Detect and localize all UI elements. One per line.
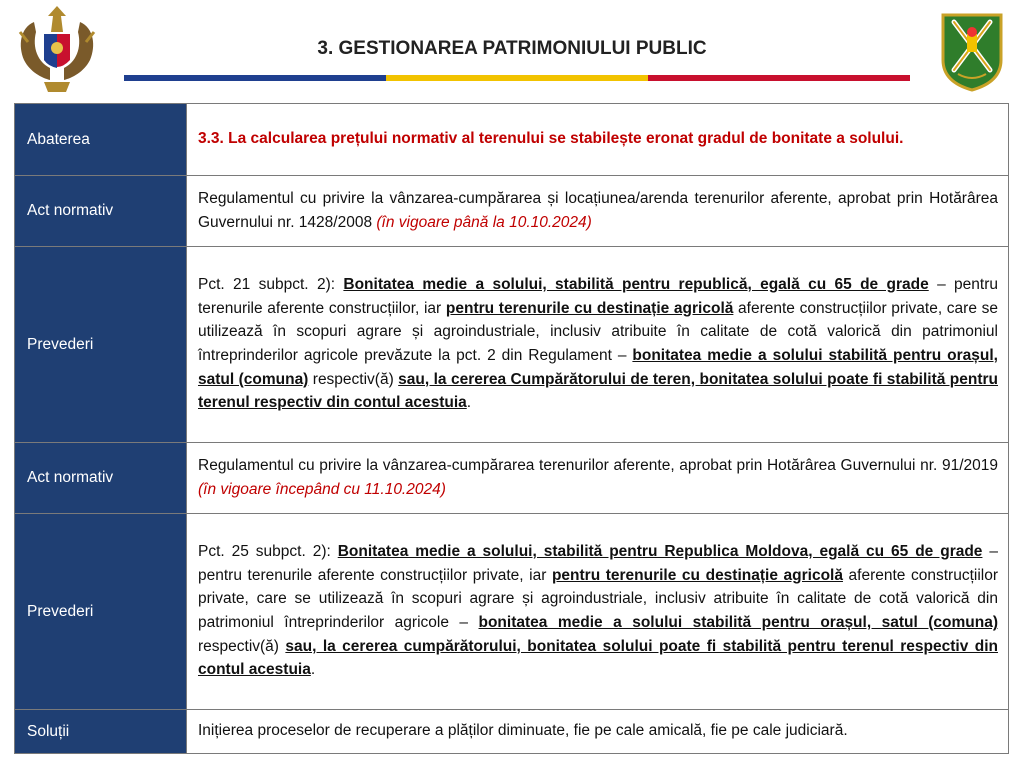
tricolor-blue: [124, 75, 386, 81]
row-content: Regulamentul cu privire la vânzarea-cumpărarea terenurilor aferente, aprobat prin Hotărârea Guvernului nr. 91/2019 (în vigoare începând cu 11.10.2024): [187, 443, 1009, 514]
row-label: Prevederi: [15, 514, 187, 710]
validity-note: (în vigoare până la 10.10.2024): [376, 213, 592, 231]
tricolor-yellow: [386, 75, 648, 81]
audit-table: [14, 103, 1009, 754]
table-row: [15, 176, 1009, 247]
table-row: [15, 443, 1009, 514]
page-title: 3. GESTIONAREA PATRIMONIULUI PUBLIC: [317, 38, 707, 59]
row-label: Abaterea: [15, 104, 187, 176]
table-row: [15, 514, 1009, 710]
row-content: Regulamentul cu privire la vânzarea-cumpărarea și locațiunea/arenda terenurilor aferente, aprobat prin Hotărârea Guvernului nr. 1428/2008 (în vigoare până la 10.10.2024): [187, 176, 1009, 247]
table-row: [15, 710, 1009, 754]
table-row: [15, 247, 1009, 443]
tricolor-red: [648, 75, 910, 81]
row-label: Soluții: [15, 710, 187, 754]
validity-note: (în vigoare începând cu 11.10.2024): [198, 480, 446, 498]
table-row: [15, 104, 1009, 176]
row-content: [187, 104, 1009, 176]
row-content: Pct. 25 subpct. 2): Bonitatea medie a solului, stabilită pentru Republica Moldova, egală cu 65 de grade – pentru terenurile aferente construcțiilor private, iar pentru terenurile cu destinație agricolă aferente construcțiilor private, care se utilizează în scopuri agrare și agroindustriale, inclusiv atribuite în calitate de cotă valorică din patrimoniul întreprinderilor agricole – bonitatea medie a solului stabilită pentru orașul, satul (comuna) respectiv(ă) sau, la cererea cumpărătorului, bonitatea solului poate fi stabilită pentru terenul respectiv din contul acestuia.: [187, 514, 1009, 710]
row-label: Prevederi: [15, 247, 187, 443]
tricolor-divider: [124, 75, 910, 81]
row-label: Act normativ: [15, 176, 187, 247]
finding-text: 3.3. La calcularea prețului normativ al terenului se stabilește eronat gradul de bonitate a solului.: [198, 130, 904, 148]
row-content: Inițierea proceselor de recuperare a plăților diminuate, fie pe cale amicală, fie pe cale judiciară.: [187, 710, 1009, 754]
row-content: Pct. 21 subpct. 2): Bonitatea medie a solului, stabilită pentru republică, egală cu 65 de grade – pentru terenurile aferente construcțiilor, iar pentru terenurile cu destinație agricolă aferente construcțiilor private, care se utilizează în scopuri agrare și agroindustriale, inclusiv atribuite în calitate de cotă valorică din patrimoniul întreprinderilor agricole prevăzute la pct. 2 din Regulament – bonitatea medie a solului stabilită pentru orașul, satul (comuna) respectiv(ă) sau, la cererea Cumpărătorului de teren, bonitatea solului poate fi stabilită pentru terenul respectiv din contul acestuia.: [187, 247, 1009, 443]
row-label: Act normativ: [15, 443, 187, 514]
